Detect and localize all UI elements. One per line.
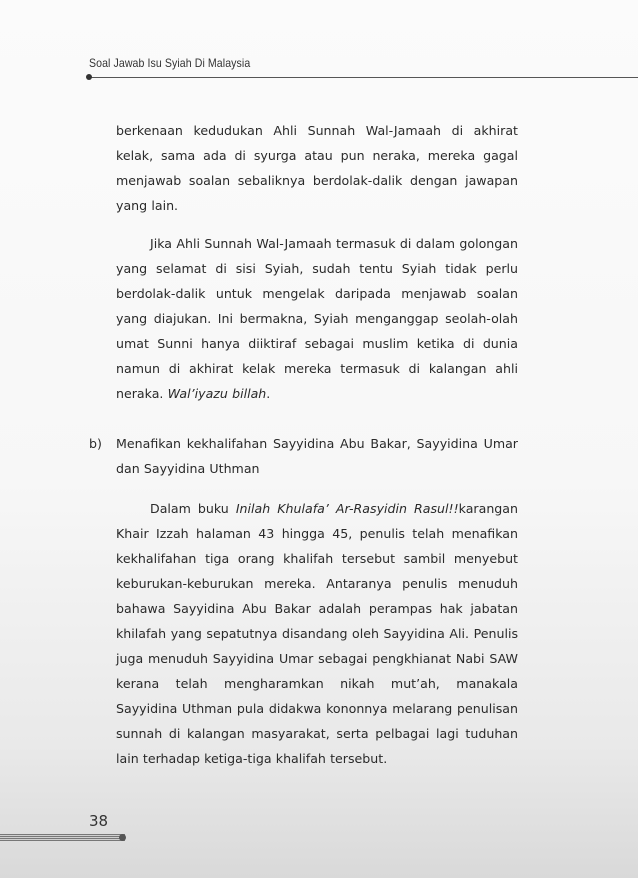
paragraph-2 (116, 231, 518, 406)
footer-decorative-bar (0, 834, 125, 841)
list-item-marker-b: b) (89, 436, 102, 451)
paragraph-2-end: . (266, 386, 271, 401)
footer-bullet-dot (119, 834, 126, 841)
paragraph-3-start: Dalam buku (150, 501, 229, 516)
list-item-b-heading: Menafikan kekhalifahan Sayyidina Abu Bakar, Sayyidina Umar dan Sayyidina Uthman (116, 436, 518, 476)
page-number: 38 (89, 812, 109, 830)
paragraph-1: berkenaan kedudukan Ahli Sunnah Wal-Jamaah di akhirat kelak, sama ada di syurga atau pun neraka, mereka gagal menjawab soalan sebaliknya berdolak-dalik dengan jawapan yang lain. (116, 123, 518, 213)
header-divider (89, 77, 638, 78)
paragraph-2-italic-phrase: Wal’iyazu billah (167, 386, 267, 401)
running-header-title: Soal Jawab Isu Syiah Di Malaysia (89, 56, 251, 70)
paragraph-3 (116, 496, 518, 771)
header-bullet-dot (86, 74, 92, 80)
paragraph-3-rest: karangan Khair Izzah halaman 43 hingga 45, penulis telah menafikan kekhalifahan tiga orang khalifah tersebut sambil menyebut keburukan-keburukan mereka. Antaranya penulis menuduh bahawa Sayyidina Abu Bakar adalah perampas hak jabatan khilafah yang sepatutnya disandang oleh Sayyidina Ali. Penulis juga menuduh Sayyidina Umar sebagai pengkhianat Nabi SAW kerana telah mengharamkan nikah mut’ah, manakala Sayyidina Uthman pula didakwa kononnya melarang penulisan sunnah di kalangan masyarakat, serta pelbagai lagi tuduhan lain terhadap ketiga-tiga khalifah tersebut. (116, 501, 518, 766)
book-title: Inilah Khulafa’ Ar-Rasyidin Rasul!! (235, 501, 459, 516)
paragraph-2-text: Jika Ahli Sunnah Wal-Jamaah termasuk di dalam golongan yang selamat di sisi Syiah, sudah tentu Syiah tidak perlu berdolak-dalik untuk mengelak daripada menjawab soalan yang diajukan. Ini bermakna, Syiah menganggap seolah-olah umat Sunni hanya diiktiraf sebagai muslim ketika di dunia namun di akhirat kelak mereka termasuk di kalangan ahli neraka. (116, 236, 518, 401)
